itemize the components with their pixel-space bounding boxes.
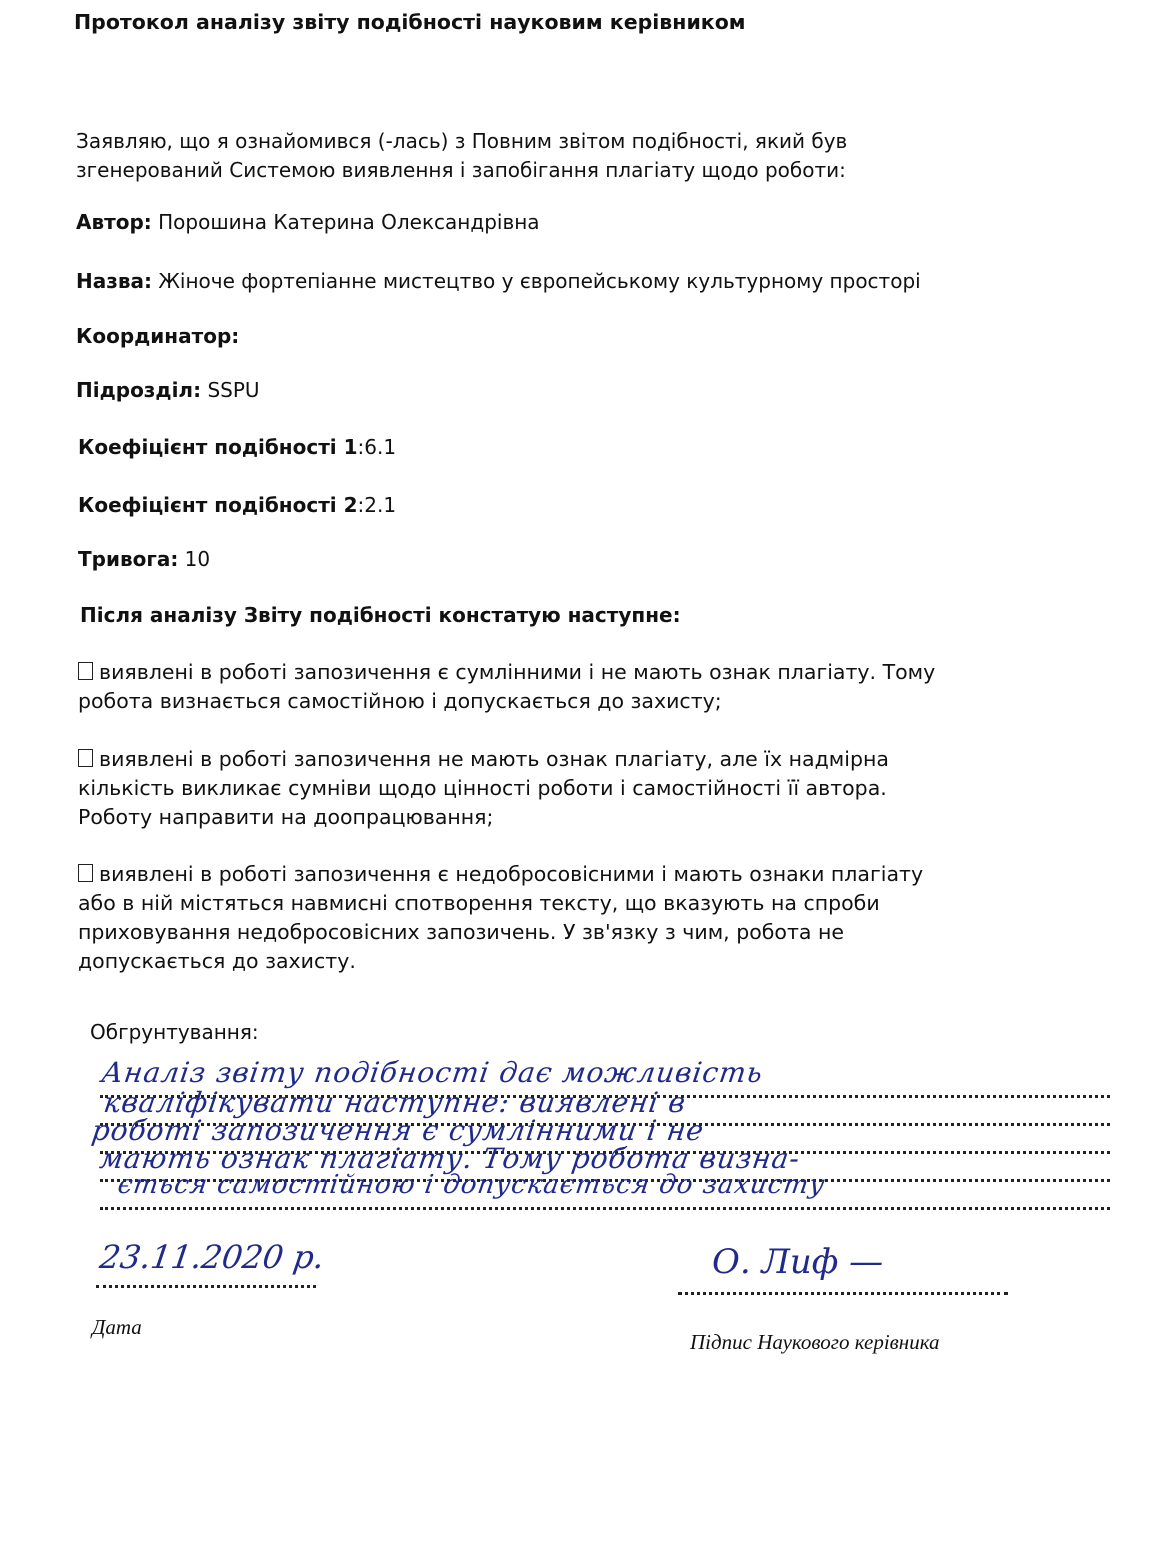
- field-coordinator: [76, 322, 239, 351]
- handwritten-line-4: мають ознак плагіату. Тому робота визна-: [97, 1142, 803, 1175]
- document-title: Протокол аналізу звіту подібності науковим керівником: [74, 10, 746, 34]
- date-value: 23.11.2020 р.: [97, 1238, 327, 1276]
- date-label: Дата: [92, 1315, 142, 1339]
- option-3-line-4: допускається до захисту.: [78, 949, 356, 973]
- date-dotted-line: [96, 1285, 316, 1288]
- conclusion-option-3: [78, 860, 1118, 976]
- field-similarity-1: [78, 433, 396, 462]
- handwritten-line-5: ється самостійною і допускається до захисту: [115, 1170, 828, 1200]
- conclusion-option-1: [78, 658, 1118, 716]
- checkbox-option-3[interactable]: [78, 864, 93, 882]
- field-coordinator-label: Координатор:: [76, 324, 240, 348]
- field-similarity-2-value: :2.1: [357, 493, 397, 517]
- field-department-value: SSPU: [207, 378, 260, 402]
- handwritten-line-1: Аналіз звіту подібності дає можливість: [99, 1056, 766, 1089]
- signature-label: Підпис Наукового керівника: [690, 1330, 940, 1354]
- justification-label: Обгрунтування:: [90, 1020, 259, 1044]
- field-author-value: Порошина Катерина Олександрівна: [158, 210, 540, 234]
- field-similarity-1-label: Коефіцієнт подібності 1: [78, 435, 358, 459]
- field-alarm: [78, 545, 210, 574]
- field-similarity-2-label: Коефіцієнт подібності 2: [78, 493, 358, 517]
- field-similarity-1-value: :6.1: [357, 435, 397, 459]
- field-title-label: Назва:: [76, 269, 153, 293]
- field-title: [76, 267, 921, 296]
- field-title-value: Жіноче фортепіанне мистецтво у європейському культурному просторі: [158, 269, 921, 293]
- field-department-label: Підрозділ:: [76, 378, 202, 402]
- intro-line-2: згенерований Системою виявлення і запобігання плагіату щодо роботи:: [76, 158, 846, 182]
- signature-value: О. Лиф —: [712, 1242, 884, 1282]
- field-author: [76, 208, 540, 237]
- checkbox-option-2[interactable]: [78, 749, 93, 767]
- field-department: [76, 376, 260, 405]
- signature-dotted-line: [678, 1292, 1008, 1295]
- handwritten-line-3: роботі запозичення є сумлінними і не: [89, 1114, 707, 1147]
- option-2-line-2: кількість викликає сумніви щодо цінності роботи і самостійності її автора.: [78, 776, 887, 800]
- field-similarity-2: [78, 491, 396, 520]
- option-1-line-2: робота визнається самостійною і допускається до захисту;: [78, 689, 722, 713]
- field-alarm-label: Тривога:: [78, 547, 179, 571]
- intro-line-1: Заявляю, що я ознайомився (-лась) з Повним звітом подібності, який був: [76, 129, 848, 153]
- option-3-line-3: приховування недобросовісних запозичень. У зв'язку з чим, робота не: [78, 920, 844, 944]
- handwritten-line-2: кваліфікувати наступне: виявлені в: [101, 1086, 689, 1119]
- conclusion-heading: Після аналізу Звіту подібності констатую наступне:: [80, 603, 681, 627]
- option-2-line-1: виявлені в роботі запозичення не мають ознак плагіату, але їх надмірна: [99, 747, 889, 771]
- dotted-line: [100, 1207, 1110, 1210]
- checkbox-option-1[interactable]: [78, 662, 93, 680]
- field-author-label: Автор:: [76, 210, 152, 234]
- field-alarm-value: 10: [184, 547, 211, 571]
- conclusion-option-2: [78, 745, 1118, 832]
- option-3-line-1: виявлені в роботі запозичення є недобросовісними і мають ознаки плагіату: [99, 862, 924, 886]
- option-1-line-1: виявлені в роботі запозичення є сумлінними і не мають ознак плагіату. Тому: [99, 660, 936, 684]
- option-2-line-3: Роботу направити на доопрацювання;: [78, 805, 494, 829]
- option-3-line-2: або в ній містяться навмисні спотворення тексту, що вказують на спроби: [78, 891, 880, 915]
